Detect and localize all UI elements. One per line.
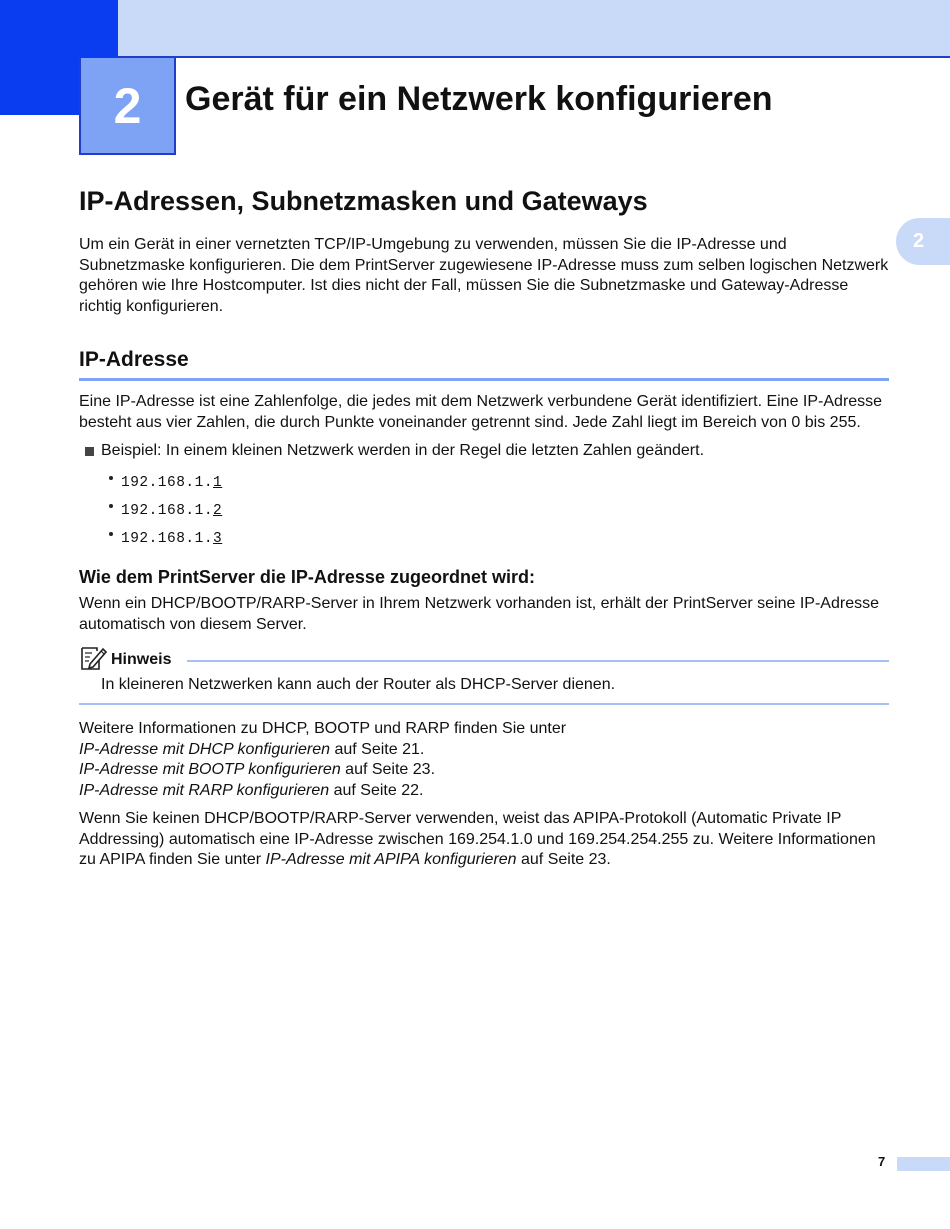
example-text: Beispiel: In einem kleinen Netzwerk werden in der Regel die letzten Zahlen geändert. xyxy=(101,442,705,459)
assign-title: Wie dem PrintServer die IP-Adresse zugeordnet wird: xyxy=(79,567,535,587)
assign-body: Wenn ein DHCP/BOOTP/RARP-Server in Ihrem Netzwerk vorhanden ist, erhält der PrintServer seine IP-Adresse automatisch von diesem Server. xyxy=(79,595,879,633)
ip-prefix: 192.168.1. xyxy=(121,531,214,547)
ip-last-octet: 3 xyxy=(213,531,223,547)
more-info xyxy=(79,719,889,801)
ip-section-title: IP-Adresse xyxy=(79,347,889,381)
section-title: IP-Adressen, Subnetzmasken und Gateways xyxy=(79,186,648,216)
apipa-page: auf Seite 23. xyxy=(516,851,611,868)
chapter-number: 2 xyxy=(113,77,142,134)
ref-bootp-page: auf Seite 23. xyxy=(340,761,436,778)
ip-section-body: Eine IP-Adresse ist eine Zahlenfolge, die jedes mit dem Netzwerk verbundene Gerät identifiziert. Eine IP-Adresse besteht aus vier Zahlen, die durch Punkte voneinander getrennt sind. Jede Zahl liegt im Bereich von 0 bis 255. xyxy=(79,393,883,431)
page-number-bar xyxy=(897,1157,950,1171)
note-pencil-icon xyxy=(79,644,107,677)
ref-dhcp-page: auf Seite 21. xyxy=(330,740,425,758)
apipa-paragraph xyxy=(79,809,889,871)
ref-apipa[interactable]: IP-Adresse mit APIPA konfigurieren xyxy=(265,851,517,868)
ref-dhcp[interactable]: IP-Adresse mit DHCP konfigurieren xyxy=(79,740,331,758)
list-item xyxy=(109,469,889,497)
section-intro: Um ein Gerät in einer vernetzten TCP/IP-Umgebung zu verwenden, müssen Sie die IP-Adresse und Subnetzmaske konfigurieren. Die dem PrintServer zugewiesene IP-Adresse muss zum selben logischen Netzwerk gehören wie Ihre Hostcomputer. Ist dies nicht der Fall, müssen Sie die Subnetzmaske und Gateway-Adresse richtig konfigurieren. xyxy=(79,236,889,315)
header-band xyxy=(0,0,950,58)
more-info-lead: Weitere Informationen zu DHCP, BOOTP und RARP finden Sie unter xyxy=(79,720,567,737)
example-bullet xyxy=(79,441,889,461)
square-bullet-icon xyxy=(85,447,94,456)
side-tab-number: 2 xyxy=(913,230,925,252)
ip-prefix: 192.168.1. xyxy=(121,503,214,519)
chapter-title: Gerät für ein Netzwerk konfigurieren xyxy=(185,80,773,118)
note-header xyxy=(79,645,889,675)
page-number: 7 xyxy=(878,1154,886,1169)
ref-rarp[interactable]: IP-Adresse mit RARP konfigurieren xyxy=(79,781,330,799)
page-content xyxy=(79,185,889,871)
note-text: In kleineren Netzwerken kann auch der Router als DHCP-Server dienen. xyxy=(101,676,616,693)
ip-address-list xyxy=(109,469,889,553)
bullet-dot-icon xyxy=(109,504,113,508)
chapter-number-box xyxy=(79,58,176,155)
ref-bootp[interactable]: IP-Adresse mit BOOTP konfigurieren xyxy=(79,761,341,778)
list-item xyxy=(109,497,889,525)
note-label: Hinweis xyxy=(111,651,172,668)
apipa-text: Wenn Sie keinen DHCP/BOOTP/RARP-Server verwenden, weist das APIPA-Protokoll (Automatic Private IP Addressing) automatisch eine IP-Adresse zwischen 169.254.1.0 und 169.254.254.255 zu. Weitere Informationen zu APIPA finden Sie unter xyxy=(79,810,876,868)
ip-last-octet: 2 xyxy=(213,503,223,519)
ip-last-octet: 1 xyxy=(213,475,223,491)
note-divider xyxy=(187,660,889,662)
ref-rarp-page: auf Seite 22. xyxy=(329,781,424,799)
note-box xyxy=(79,645,889,705)
list-item xyxy=(109,525,889,553)
bullet-dot-icon xyxy=(109,532,113,536)
bullet-dot-icon xyxy=(109,476,113,480)
ip-prefix: 192.168.1. xyxy=(121,475,214,491)
chapter-side-tab xyxy=(896,218,950,265)
